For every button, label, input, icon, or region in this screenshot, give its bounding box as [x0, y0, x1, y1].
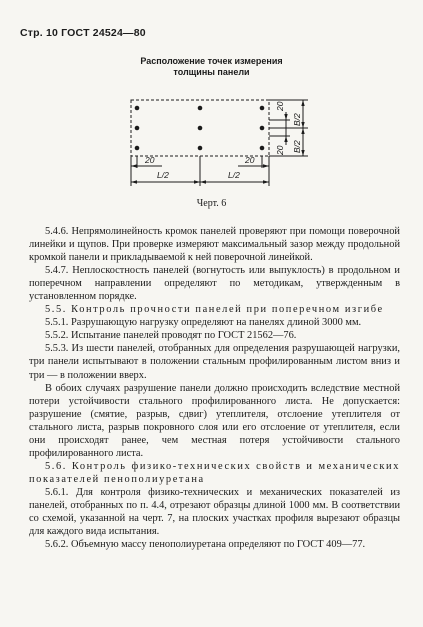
dim-label-20-lower: 20: [275, 145, 285, 155]
page-header: Стр. 10 ГОСТ 24524—80: [20, 27, 146, 39]
measurement-point: [260, 106, 265, 111]
section-heading-5-6: 5.6. Контроль физико-технических свойств и механических показателей пенополиуретана: [29, 460, 400, 485]
paragraph-5-6-2: 5.6.2. Объемную массу пенополиуретана определяют по ГОСТ 409—77.: [45, 539, 366, 551]
measurement-point: [198, 126, 203, 131]
arrow: [200, 180, 206, 183]
paragraph-5-4-7: 5.4.7. Неплоскостность панелей (вогнутость или выпуклость) в продольном и поперечном направлении определяют по методикам, утвержденным в установленном порядке.: [29, 265, 400, 303]
paragraph-5-5-3: 5.5.3. Из шести панелей, отобранных для определения разрушающей нагрузки, три панели испытывают в положении стальным профилированным листом вниз и три — в положении вверх.: [29, 343, 400, 381]
arrow: [301, 100, 304, 106]
dim-label-20-left: 20: [145, 155, 155, 165]
dim-label-l2-right: L/2: [228, 170, 240, 180]
measurement-point: [135, 106, 140, 111]
arrow: [194, 180, 200, 183]
dim-label-l2-left: L/2: [157, 170, 169, 180]
paragraph-5-4-6: 5.4.6. Непрямолинейность кромок панелей проверяют при помощи поверочной линейки и щупов. При проверке измеряют максимальный зазор между продольной кромкой панели и прикладываемой к ней поверочной линейкой.: [29, 226, 400, 264]
arrow: [263, 180, 269, 183]
dim-label-b2-upper: B/2: [292, 113, 302, 126]
measurement-point: [135, 126, 140, 131]
arrow: [131, 164, 137, 167]
body-text: [29, 225, 400, 551]
arrow: [284, 114, 287, 120]
figure-title-line2: толщины панели: [173, 67, 250, 77]
paragraph-5-6-1: 5.6.1. Для контроля физико-технических и механических показателей из панелей, отобранных по п. 4.4, отрезают образцы длиной 1000 мм. В соответствии со схемой, указанной на черт. 7, на плоских участках профиля вырезают образцы для каждого вида испытания.: [29, 486, 400, 538]
arrow: [131, 180, 137, 183]
measurement-point: [135, 146, 140, 151]
figure-caption: Черт. 6: [196, 198, 227, 209]
paragraph-5-5-2: 5.5.2. Испытание панелей проводят по ГОСТ 21562—76.: [45, 330, 297, 342]
arrow: [263, 164, 269, 167]
arrow: [301, 128, 304, 134]
paragraph-both-cases: В обоих случаях разрушение панели должно происходить вследствие местной потери устойчивости стального профилированного листа. Не допускается: разрушение (смятие, разрыв, сдвиг) утеплителя, отслоение утеплителя от стального листа, разрыв покровного слоя или его отслоение от утеплителя, если они происходят ранее, чем местная потеря устойчивости стального профилированного листа.: [29, 382, 400, 459]
dim-label-20-upper: 20: [275, 101, 285, 111]
measurement-point: [198, 106, 203, 111]
measurement-point: [198, 146, 203, 151]
paragraph-5-5-1: 5.5.1. Разрушающую нагрузку определяют на панелях длиной 3000 мм.: [45, 317, 362, 329]
measurement-point: [260, 126, 265, 131]
dim-label-20-right: 20: [245, 155, 255, 165]
dim-label-b2-lower: B/2: [292, 140, 302, 153]
section-heading-5-5: 5.5. Контроль прочности панелей при поперечном изгибе: [45, 304, 384, 316]
measurement-point: [260, 146, 265, 151]
figure-title-line1: Расположение точек измерения: [140, 56, 283, 66]
arrow: [284, 136, 287, 142]
